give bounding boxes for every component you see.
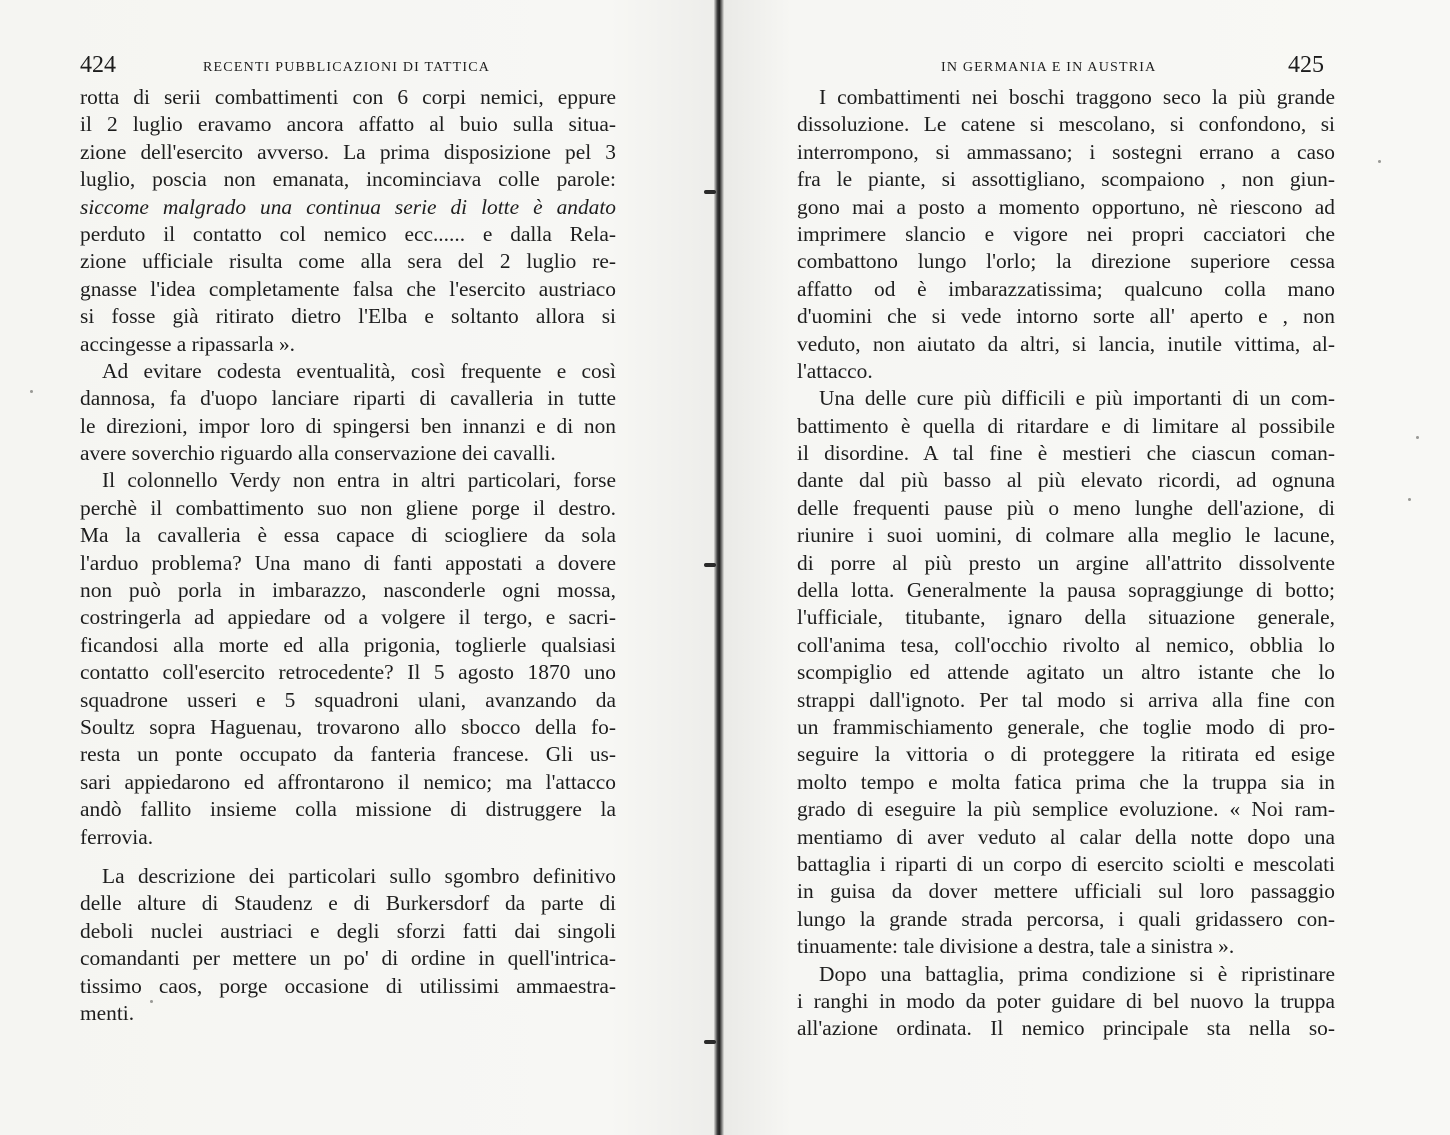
text-line: molto tempo e molta fatica prima che la truppa sia in [797, 769, 1335, 794]
paper-speck [30, 390, 33, 393]
text-line: andò fallito insieme colla missione di distruggere la [80, 797, 616, 822]
right-running-head [718, 52, 1450, 84]
text-line: coll'anima tesa, coll'occhio rivolto al nemico, obblia lo [797, 632, 1335, 657]
page-number: 425 [1288, 52, 1324, 78]
text-line: ficandosi alla morte ed alla prigonia, toglierle qualsiasi [80, 632, 616, 657]
text-line: delle alture di Staudenz e di Burkersdorf da parte di [80, 891, 616, 916]
text-line: combattono lungo l'orlo; la direzione superiore cessa [797, 249, 1335, 274]
paper-speck [1408, 498, 1411, 501]
binding-stitch [704, 1040, 716, 1044]
right-body-text [797, 84, 1335, 1043]
text-line: perchè il combattimento suo non gliene porge il destro. [80, 495, 616, 520]
text-line: avere soverchio riguardo alla conservazione dei cavalli. [80, 441, 556, 466]
text-line: Soultz sopra Haguenau, trovarono allo sbocco della fo- [80, 714, 616, 739]
right-page [718, 0, 1450, 1135]
text-line: affatto od è imbarazzatissima; qualcuno colla mano [797, 276, 1335, 301]
text-line: delle frequenti pause più o meno lunghe dell'azione, di [797, 495, 1335, 520]
text-line: si fosse già ritirato dietro l'Elba e soltanto allora si [80, 304, 616, 329]
text-line: strappi dall'ignoto. Per tal modo si arriva alla fine con [797, 687, 1335, 712]
paper-speck [150, 1000, 153, 1003]
binding-stitch [704, 563, 716, 567]
text-line: l'ufficiale, titubante, ignaro della situazione generale, [797, 605, 1335, 630]
text-line: menti. [80, 1000, 135, 1025]
text-line: battaglia i riparti di un corpo di esercito sciolti e mescolati [797, 851, 1335, 876]
text-line: dante dal più basso al più elevato ricordi, ad ognuna [797, 468, 1335, 493]
text-line: Una delle cure più difficili e più importanti di un com- [819, 386, 1335, 411]
page-number: 424 [80, 52, 116, 78]
binding-stitch [704, 190, 716, 194]
text-line: gono mai a posto a momento opportuno, nè riescono ad [797, 194, 1335, 219]
text-line: non può porla in imbarazzo, nasconderle ogni mossa, [80, 578, 616, 603]
text-line: in guisa da dover mettere ufficiali sul loro passaggio [797, 879, 1335, 904]
text-line: comandanti per mettere un po' di ordine in quell'intrica- [80, 946, 616, 971]
text-line: di porre al più presto un argine all'attrito dissolvente [797, 550, 1335, 575]
text-line: costringerla ad appiedare od a volgere il tergo, e sacri- [80, 605, 616, 630]
text-line: della lotta. Generalmente la pausa sopraggiunge di botto; [797, 578, 1335, 603]
text-line: dannosa, fa d'uopo lanciare riparti di cavalleria in tutte [80, 386, 616, 411]
text-line: contatto coll'esercito retrocedente? Il 5 agosto 1870 uno [80, 660, 616, 685]
text-line: perduto il contatto col nemico ecc...... e dalla Rela- [80, 221, 616, 246]
text-line: I combattimenti nei boschi traggono seco la più grande [819, 85, 1335, 109]
text-line: il 2 luglio eravamo ancora affatto al buio sulla situa- [80, 112, 616, 137]
text-line: ferrovia. [80, 824, 154, 849]
text-line: Ma la cavalleria è essa capace di sciogliere da sola [80, 523, 616, 548]
text-line: il disordine. A tal fine è mestieri che ciascun coman- [797, 441, 1335, 466]
text-line: grado di eseguire la più semplice evoluzione. « Noi ram- [797, 797, 1335, 822]
text-line: veduto, non aiutato da altri, si lancia, inutile vittima, al- [797, 331, 1335, 356]
text-line: Dopo una battaglia, prima condizione si è ripristinare [819, 961, 1335, 986]
text-line: sari appiedarono ed affrontarono il nemico; ma l'attacco [80, 769, 616, 794]
paper-speck [1416, 436, 1419, 439]
text-line: siccome malgrado una continua serie di lotte è andato [80, 194, 616, 219]
text-line: resta un ponte occupato da fanteria francese. Gli us- [80, 742, 616, 767]
text-line: fra le piante, si assottigliano, scompaiono , non giun- [797, 167, 1335, 192]
left-body-text [80, 84, 616, 1027]
left-running-head [0, 52, 718, 84]
text-line: scompiglio ed attende agitato un altro istante che lo [797, 660, 1335, 685]
left-page [0, 0, 718, 1135]
text-line: Il colonnello Verdy non entra in altri particolari, forse [102, 468, 616, 493]
text-line: d'uomini che si vede intorno sorte all' aperto e , non [797, 304, 1335, 329]
text-line: Ad evitare codesta eventualità, così frequente e così [102, 358, 616, 383]
text-line: imprimere slancio e vigore nei propri cacciatori che [797, 221, 1335, 246]
book-gutter [714, 0, 724, 1135]
text-line: seguire la vittoria o di proteggere la ritirata ed esige [797, 742, 1335, 767]
text-line: tinuamente: tale divisione a destra, tale a sinistra ». [797, 934, 1235, 959]
text-line: accingesse a ripassarla ». [80, 331, 295, 356]
text-line: zione ufficiale risulta come alla sera del 2 luglio re- [80, 249, 616, 274]
text-line: le direzioni, impor loro di spingersi ben innanzi e di non [80, 413, 616, 438]
text-line: lungo la grande strada percorsa, i quali gridassero con- [797, 906, 1335, 931]
text-line: tissimo caos, porge occasione di utilissimi ammaestra- [80, 973, 616, 998]
text-line: un frammischiamento generale, che toglie modo di pro- [797, 714, 1335, 739]
text-line: battimento è quella di ritardare e di limitare al possibile [797, 413, 1335, 438]
running-head-title: RECENTI PUBBLICAZIONI DI TATTICA [203, 60, 491, 75]
text-line: i ranghi in modo da poter guidare di bel nuovo la truppa [797, 988, 1335, 1013]
text-line: all'azione ordinata. Il nemico principale sta nella so- [797, 1016, 1335, 1041]
text-line: l'arduo problema? Una mano di fanti appostati a dovere [80, 550, 616, 575]
text-line: dissoluzione. Le catene si mescolano, si confondono, si [797, 112, 1335, 137]
text-line: interrompono, si ammassano; i sostegni errano a caso [797, 139, 1335, 164]
text-line: zione dell'esercito avverso. La prima disposizione pel 3 [80, 139, 616, 164]
text-line: riunire i suoi uomini, di colmare alla meglio le lacune, [797, 523, 1335, 548]
text-line: rotta di serii combattimenti con 6 corpi nemici, eppure [80, 85, 616, 109]
running-head-title: IN GERMANIA E IN AUSTRIA [941, 60, 1157, 75]
text-line: l'attacco. [797, 358, 873, 383]
text-line: mentiamo di aver veduto al calar della notte dopo una [797, 824, 1335, 849]
text-line: luglio, poscia non emanata, incominciava colle parole: [80, 167, 616, 192]
paper-speck [1378, 160, 1381, 163]
text-line: squadrone usseri e 5 squadroni ulani, avanzando da [80, 687, 616, 712]
text-line: deboli nuclei austriaci e degli sforzi fatti dai singoli [80, 918, 616, 943]
text-line: La descrizione dei particolari sullo sgombro definitivo [102, 863, 616, 888]
text-line: gnasse l'idea completamente falsa che l'esercito austriaco [80, 276, 616, 301]
